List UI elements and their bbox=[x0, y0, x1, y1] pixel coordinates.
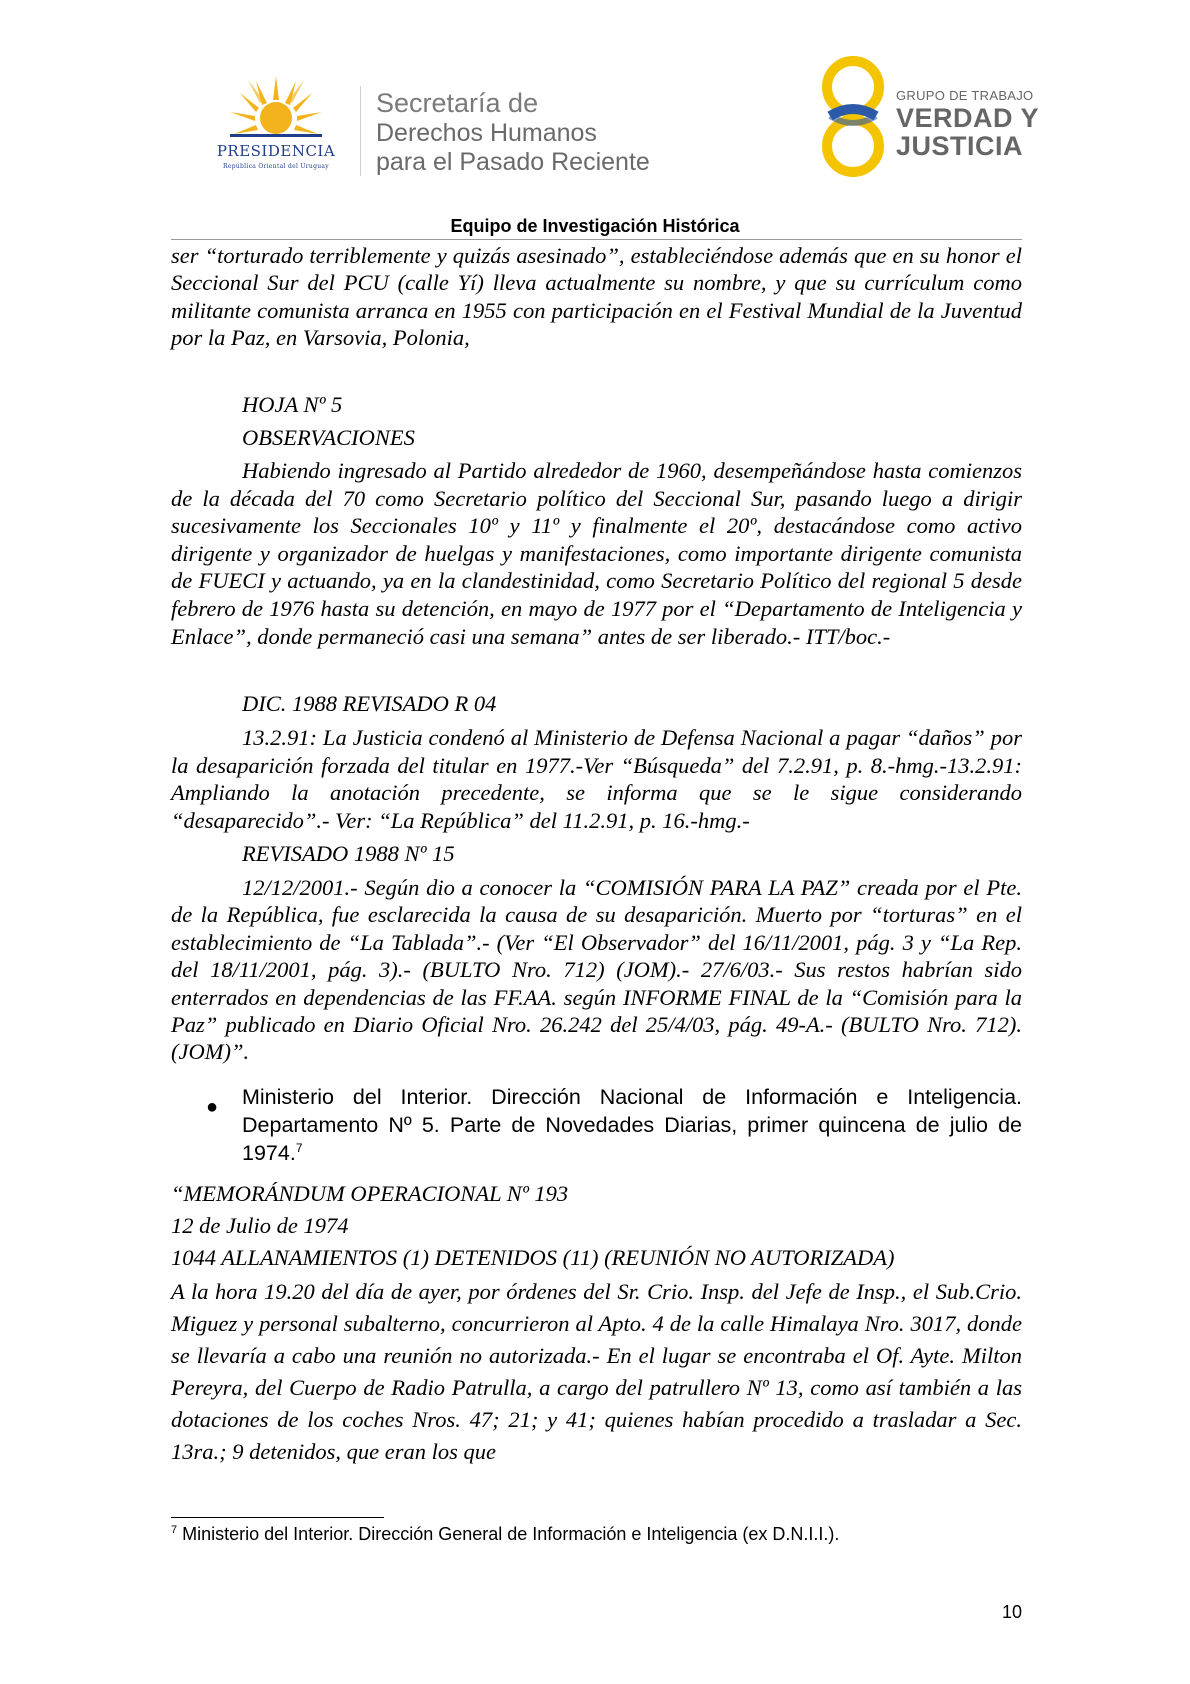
presidencia-title: PRESIDENCIA bbox=[216, 142, 336, 160]
secretaria-line-2: Derechos Humanos bbox=[376, 119, 597, 147]
bullet-item bbox=[242, 1083, 1022, 1167]
footnote-text: Ministerio del Interior. Dirección General de Información e Inteligencia (ex D.N.I.I.). bbox=[182, 1524, 840, 1544]
team-heading: Equipo de Investigación Histórica bbox=[450, 216, 740, 236]
hoja-heading: HOJA Nº 5 bbox=[242, 392, 343, 417]
footnote bbox=[171, 1524, 839, 1545]
secretaria-line-1: Secretaría de bbox=[376, 88, 539, 118]
revisado-heading: REVISADO 1988 Nº 15 bbox=[242, 841, 455, 866]
observaciones-heading: OBSERVACIONES bbox=[242, 425, 415, 450]
grupo-line-2: VERDAD Y bbox=[896, 103, 1040, 133]
paragraph-4: 12/12/2001.- Según dio a conocer la “COMISIÓN PARA LA PAZ” creada por el Pte. de la República, fue esclarecida la causa de su desaparición. Muerto por “torturas” en el establecimiento de “La Tablada”.- (Ver “El Observador” del 16/11/2001, pág. 3 y “La Rep. del 18/11/2001, pág. 3).- (BULTO Nro. 712) (JOM).- 27/6/03.- Sus restos habrían sido enterrados en dependencias de las FF.AA. según INFORME FINAL de la “Comisión para la Paz” publicado en Diario Oficial Nro. 26.242 del 25/4/03, pág. 49-A.- (BULTO Nro. 712). (JOM)”. bbox=[171, 875, 1022, 1065]
paragraph-2: Habiendo ingresado al Partido alrededor de 1960, desempeñándose hasta comienzos de la década del 70 como Secretario político del Seccional Sur, pasando luego a dirigir sucesivamente los Seccionales 10º y 11º y finalmente el 20º, destacándose como activo dirigente y organizador de huelgas y manifestaciones, como importante dirigente comunista de FUECI y actuando, ya en la clandestinidad, como Secretario Político del regional 5 desde febrero de 1976 hasta su detención, en mayo de 1977 por el “Departamento de Inteligencia y Enlace”, donde permaneció casi una semana” antes de ser liberado.- ITT/boc.- bbox=[171, 458, 1022, 649]
footnote-rule bbox=[171, 1517, 384, 1518]
footnote-number: 7 bbox=[171, 1524, 178, 1536]
paragraph-1: ser “torturado terriblemente y quizás asesinado”, estableciéndose además que en su honor el Seccional Sur del PCU (calle Yí) lleva actualmente su nombre, y que su currículum como militante comunista arranca en 1955 con participación en el Festival Mundial de la Juventud por la Paz, en Varsovia, Polonia, bbox=[171, 243, 1022, 351]
page-number: 10 bbox=[1001, 1602, 1022, 1622]
grupo-line-3: JUSTICIA bbox=[896, 131, 1024, 161]
bullet-icon: ● bbox=[206, 1096, 219, 1118]
dic-heading: DIC. 1988 REVISADO R 04 bbox=[242, 691, 497, 716]
footnote-ref[interactable]: 7 bbox=[295, 1140, 303, 1155]
memo-heading: 1044 ALLANAMIENTOS (1) DETENIDOS (11) (REUNIÓN NO AUTORIZADA) bbox=[171, 1245, 895, 1270]
grupo-line-1: GRUPO DE TRABAJO bbox=[896, 88, 1034, 103]
paragraph-3: 13.2.91: La Justicia condenó al Ministerio de Defensa Nacional a pagar “daños” por la desaparición forzada del titular en 1977.-Ver “Búsqueda” del 7.2.91, p. 8.-hmg.-13.2.91: Ampliando la anotación precedente, se informa que se le sigue considerando “desaparecido”.- Ver: “La República” del 11.2.91, p. 16.-hmg.- bbox=[171, 725, 1022, 833]
secretaria-logo-text bbox=[376, 88, 650, 177]
sun-icon bbox=[230, 76, 322, 146]
memo-date: 12 de Julio de 1974 bbox=[171, 1213, 349, 1238]
rings-logo-icon bbox=[818, 54, 888, 180]
memo-body: A la hora 19.20 del día de ayer, por órdenes del Sr. Crio. Insp. del Jefe de Insp., el Sub.Crio. Miguez y personal subalterno, concurrieron al Apto. 4 de la calle Himalaya Nro. 3017, donde se llevaría a cabo una reunión no autorizada.- En el lugar se encontraba el Of. Ayte. Milton Pereyra, del Cuerpo de Radio Patrulla, a cargo del patrullero Nº 13, como así también a las dotaciones de los coches Nros. 47; 21; y 41; quienes habían procedido a trasladar a Sec. 13ra.; 9 detenidos, que eran los que bbox=[171, 1279, 1022, 1464]
presidencia-subtitle: República Oriental del Uruguay bbox=[223, 163, 329, 170]
bullet-text: Ministerio del Interior. Dirección Nacional de Información e Inteligencia. Departamento Nº 5. Parte de Novedades Diarias, primer quincena de julio de 1974. bbox=[242, 1085, 1022, 1165]
secretaria-line-3: para el Pasado Reciente bbox=[376, 148, 650, 176]
presidencia-logo bbox=[196, 76, 356, 176]
grupo-logo-text bbox=[896, 88, 1039, 160]
memo-title: “MEMORÁNDUM OPERACIONAL Nº 193 bbox=[171, 1181, 569, 1206]
header-divider bbox=[360, 86, 361, 176]
header-rule bbox=[171, 239, 1022, 240]
